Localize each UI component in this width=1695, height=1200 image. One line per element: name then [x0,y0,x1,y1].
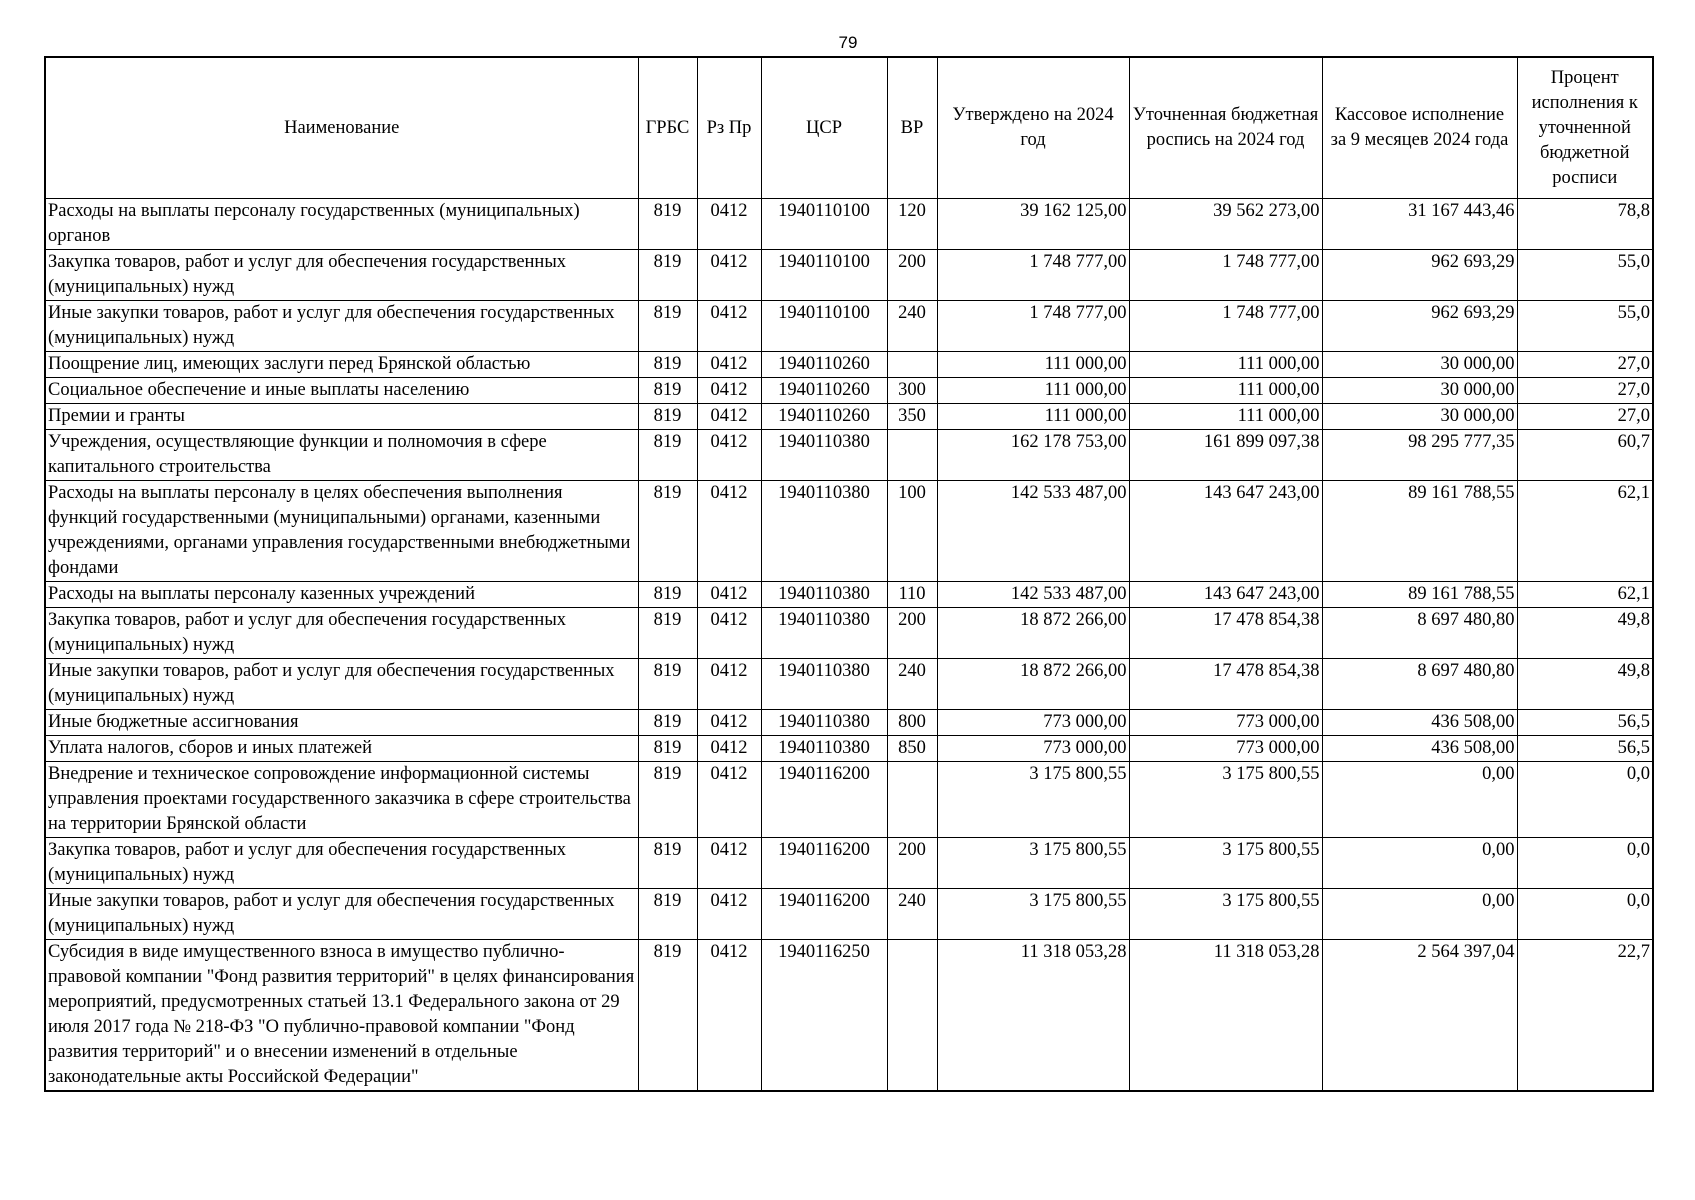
cell-vr [887,940,937,1092]
cell-grbs: 819 [638,762,697,838]
cell-approved: 773 000,00 [937,736,1129,762]
header-percent: Процент исполнения к уточненной бюджетной росписи [1517,57,1653,199]
cell-cash: 8 697 480,80 [1322,659,1517,710]
cell-name: Закупка товаров, работ и услуг для обеспечения государственных (муниципальных) нужд [45,250,638,301]
table-row [45,940,1653,1092]
cell-name: Субсидия в виде имущественного взноса в имущество публично-правовой компании "Фонд развития территорий" в целях финансирования мероприятий, предусмотренных статьей 13.1 Федерального закона от 29 июля 2017 года № 218-ФЗ "О публично-правовой компании "Фонд развития территорий" и о внесении изменений в отдельные законодательные акты Российской Федерации" [45,940,638,1092]
cell-name: Уплата налогов, сборов и иных платежей [45,736,638,762]
header-refined: Уточненная бюджетная роспись на 2024 год [1129,57,1322,199]
cell-refined: 773 000,00 [1129,710,1322,736]
table-row [45,301,1653,352]
cell-rzpr: 0412 [697,889,761,940]
cell-csr: 1940110100 [761,301,887,352]
cell-refined: 1 748 777,00 [1129,301,1322,352]
cell-percent: 55,0 [1517,301,1653,352]
header-grbs: ГРБС [638,57,697,199]
cell-rzpr: 0412 [697,301,761,352]
cell-rzpr: 0412 [697,838,761,889]
cell-percent: 27,0 [1517,378,1653,404]
cell-approved: 111 000,00 [937,404,1129,430]
cell-approved: 39 162 125,00 [937,199,1129,250]
cell-vr: 240 [887,659,937,710]
cell-percent: 0,0 [1517,889,1653,940]
cell-grbs: 819 [638,378,697,404]
cell-grbs: 819 [638,199,697,250]
cell-vr [887,430,937,481]
cell-cash: 962 693,29 [1322,301,1517,352]
cell-name: Иные закупки товаров, работ и услуг для обеспечения государственных (муниципальных) нужд [45,889,638,940]
cell-vr: 800 [887,710,937,736]
cell-percent: 62,1 [1517,481,1653,582]
cell-csr: 1940110380 [761,481,887,582]
cell-vr: 350 [887,404,937,430]
cell-rzpr: 0412 [697,250,761,301]
table-row [45,378,1653,404]
cell-cash: 31 167 443,46 [1322,199,1517,250]
cell-grbs: 819 [638,404,697,430]
cell-vr: 300 [887,378,937,404]
cell-csr: 1940110380 [761,608,887,659]
cell-approved: 142 533 487,00 [937,582,1129,608]
cell-vr: 100 [887,481,937,582]
cell-refined: 111 000,00 [1129,404,1322,430]
cell-refined: 143 647 243,00 [1129,481,1322,582]
cell-vr: 120 [887,199,937,250]
cell-csr: 1940110260 [761,378,887,404]
cell-grbs: 819 [638,301,697,352]
cell-refined: 1 748 777,00 [1129,250,1322,301]
cell-vr [887,762,937,838]
cell-csr: 1940110100 [761,199,887,250]
cell-approved: 142 533 487,00 [937,481,1129,582]
cell-csr: 1940116250 [761,940,887,1092]
cell-approved: 18 872 266,00 [937,608,1129,659]
cell-cash: 98 295 777,35 [1322,430,1517,481]
cell-vr: 110 [887,582,937,608]
cell-rzpr: 0412 [697,481,761,582]
cell-percent: 60,7 [1517,430,1653,481]
table-row [45,710,1653,736]
cell-refined: 17 478 854,38 [1129,608,1322,659]
header-csr: ЦСР [761,57,887,199]
cell-cash: 30 000,00 [1322,352,1517,378]
cell-csr: 1940110380 [761,710,887,736]
cell-csr: 1940110380 [761,582,887,608]
cell-grbs: 819 [638,889,697,940]
table-row [45,199,1653,250]
cell-refined: 17 478 854,38 [1129,659,1322,710]
cell-grbs: 819 [638,582,697,608]
cell-name: Иные закупки товаров, работ и услуг для обеспечения государственных (муниципальных) нужд [45,659,638,710]
cell-csr: 1940110260 [761,404,887,430]
cell-refined: 773 000,00 [1129,736,1322,762]
cell-rzpr: 0412 [697,710,761,736]
cell-cash: 2 564 397,04 [1322,940,1517,1092]
cell-csr: 1940110380 [761,736,887,762]
cell-refined: 143 647 243,00 [1129,582,1322,608]
cell-name: Иные бюджетные ассигнования [45,710,638,736]
cell-rzpr: 0412 [697,430,761,481]
header-vr: ВР [887,57,937,199]
cell-percent: 56,5 [1517,710,1653,736]
cell-grbs: 819 [638,838,697,889]
cell-csr: 1940116200 [761,838,887,889]
cell-name: Учреждения, осуществляющие функции и полномочия в сфере капитального строительства [45,430,638,481]
cell-name: Закупка товаров, работ и услуг для обеспечения государственных (муниципальных) нужд [45,838,638,889]
cell-percent: 27,0 [1517,352,1653,378]
cell-csr: 1940110260 [761,352,887,378]
cell-refined: 3 175 800,55 [1129,838,1322,889]
header-name: Наименование [45,57,638,199]
cell-name: Премии и гранты [45,404,638,430]
cell-name: Расходы на выплаты персоналу в целях обеспечения выполнения функций государственными (муниципальными) органами, казенными учреждениями, органами управления государственными внебюджетными фондами [45,481,638,582]
cell-csr: 1940110380 [761,659,887,710]
cell-cash: 89 161 788,55 [1322,582,1517,608]
cell-vr [887,352,937,378]
table-row [45,762,1653,838]
cell-name: Расходы на выплаты персоналу казенных учреждений [45,582,638,608]
cell-approved: 773 000,00 [937,710,1129,736]
cell-cash: 30 000,00 [1322,404,1517,430]
cell-grbs: 819 [638,736,697,762]
cell-refined: 161 899 097,38 [1129,430,1322,481]
cell-cash: 962 693,29 [1322,250,1517,301]
cell-cash: 30 000,00 [1322,378,1517,404]
cell-rzpr: 0412 [697,762,761,838]
cell-percent: 78,8 [1517,199,1653,250]
cell-csr: 1940116200 [761,762,887,838]
cell-percent: 27,0 [1517,404,1653,430]
cell-cash: 436 508,00 [1322,710,1517,736]
cell-name: Социальное обеспечение и иные выплаты населению [45,378,638,404]
table-row [45,608,1653,659]
cell-percent: 62,1 [1517,582,1653,608]
cell-cash: 0,00 [1322,762,1517,838]
cell-refined: 39 562 273,00 [1129,199,1322,250]
cell-csr: 1940110100 [761,250,887,301]
table-row [45,889,1653,940]
table-row [45,352,1653,378]
cell-vr: 240 [887,889,937,940]
cell-grbs: 819 [638,430,697,481]
cell-percent: 49,8 [1517,659,1653,710]
table-row [45,250,1653,301]
cell-grbs: 819 [638,659,697,710]
cell-rzpr: 0412 [697,582,761,608]
cell-grbs: 819 [638,710,697,736]
cell-percent: 22,7 [1517,940,1653,1092]
cell-vr: 850 [887,736,937,762]
header-cash: Кассовое исполнение за 9 месяцев 2024 года [1322,57,1517,199]
cell-approved: 18 872 266,00 [937,659,1129,710]
cell-name: Внедрение и техническое сопровождение информационной системы управления проектами государственного заказчика в сфере строительства на территории Брянской области [45,762,638,838]
cell-vr: 240 [887,301,937,352]
cell-refined: 111 000,00 [1129,378,1322,404]
cell-name: Поощрение лиц, имеющих заслуги перед Брянской областью [45,352,638,378]
cell-rzpr: 0412 [697,352,761,378]
page-number: 79 [838,33,858,52]
cell-vr: 200 [887,608,937,659]
cell-approved: 3 175 800,55 [937,889,1129,940]
cell-approved: 3 175 800,55 [937,762,1129,838]
cell-cash: 0,00 [1322,889,1517,940]
cell-grbs: 819 [638,352,697,378]
cell-refined: 111 000,00 [1129,352,1322,378]
cell-rzpr: 0412 [697,608,761,659]
cell-cash: 8 697 480,80 [1322,608,1517,659]
cell-cash: 436 508,00 [1322,736,1517,762]
cell-approved: 162 178 753,00 [937,430,1129,481]
cell-percent: 49,8 [1517,608,1653,659]
cell-refined: 3 175 800,55 [1129,889,1322,940]
budget-table [44,56,1654,1092]
cell-percent: 56,5 [1517,736,1653,762]
cell-name: Закупка товаров, работ и услуг для обеспечения государственных (муниципальных) нужд [45,608,638,659]
header-row [45,57,1653,199]
table-row [45,838,1653,889]
cell-csr: 1940110380 [761,430,887,481]
cell-grbs: 819 [638,608,697,659]
table-row [45,659,1653,710]
cell-cash: 0,00 [1322,838,1517,889]
cell-grbs: 819 [638,481,697,582]
cell-refined: 3 175 800,55 [1129,762,1322,838]
table-body [45,199,1653,1092]
cell-rzpr: 0412 [697,404,761,430]
cell-approved: 1 748 777,00 [937,301,1129,352]
cell-percent: 55,0 [1517,250,1653,301]
cell-cash: 89 161 788,55 [1322,481,1517,582]
cell-approved: 111 000,00 [937,352,1129,378]
cell-csr: 1940116200 [761,889,887,940]
cell-approved: 111 000,00 [937,378,1129,404]
cell-refined: 11 318 053,28 [1129,940,1322,1092]
cell-rzpr: 0412 [697,659,761,710]
header-approved: Утверждено на 2024 год [937,57,1129,199]
cell-rzpr: 0412 [697,199,761,250]
table-row [45,430,1653,481]
cell-rzpr: 0412 [697,940,761,1092]
table-row [45,736,1653,762]
cell-rzpr: 0412 [697,378,761,404]
cell-name: Расходы на выплаты персоналу государственных (муниципальных) органов [45,199,638,250]
cell-vr: 200 [887,838,937,889]
cell-name: Иные закупки товаров, работ и услуг для обеспечения государственных (муниципальных) нужд [45,301,638,352]
cell-percent: 0,0 [1517,838,1653,889]
cell-vr: 200 [887,250,937,301]
table-row [45,404,1653,430]
cell-grbs: 819 [638,250,697,301]
header-rzpr: Рз Пр [697,57,761,199]
table-row [45,582,1653,608]
cell-approved: 1 748 777,00 [937,250,1129,301]
cell-percent: 0,0 [1517,762,1653,838]
cell-approved: 3 175 800,55 [937,838,1129,889]
cell-rzpr: 0412 [697,736,761,762]
table-row [45,481,1653,582]
cell-approved: 11 318 053,28 [937,940,1129,1092]
cell-grbs: 819 [638,940,697,1092]
